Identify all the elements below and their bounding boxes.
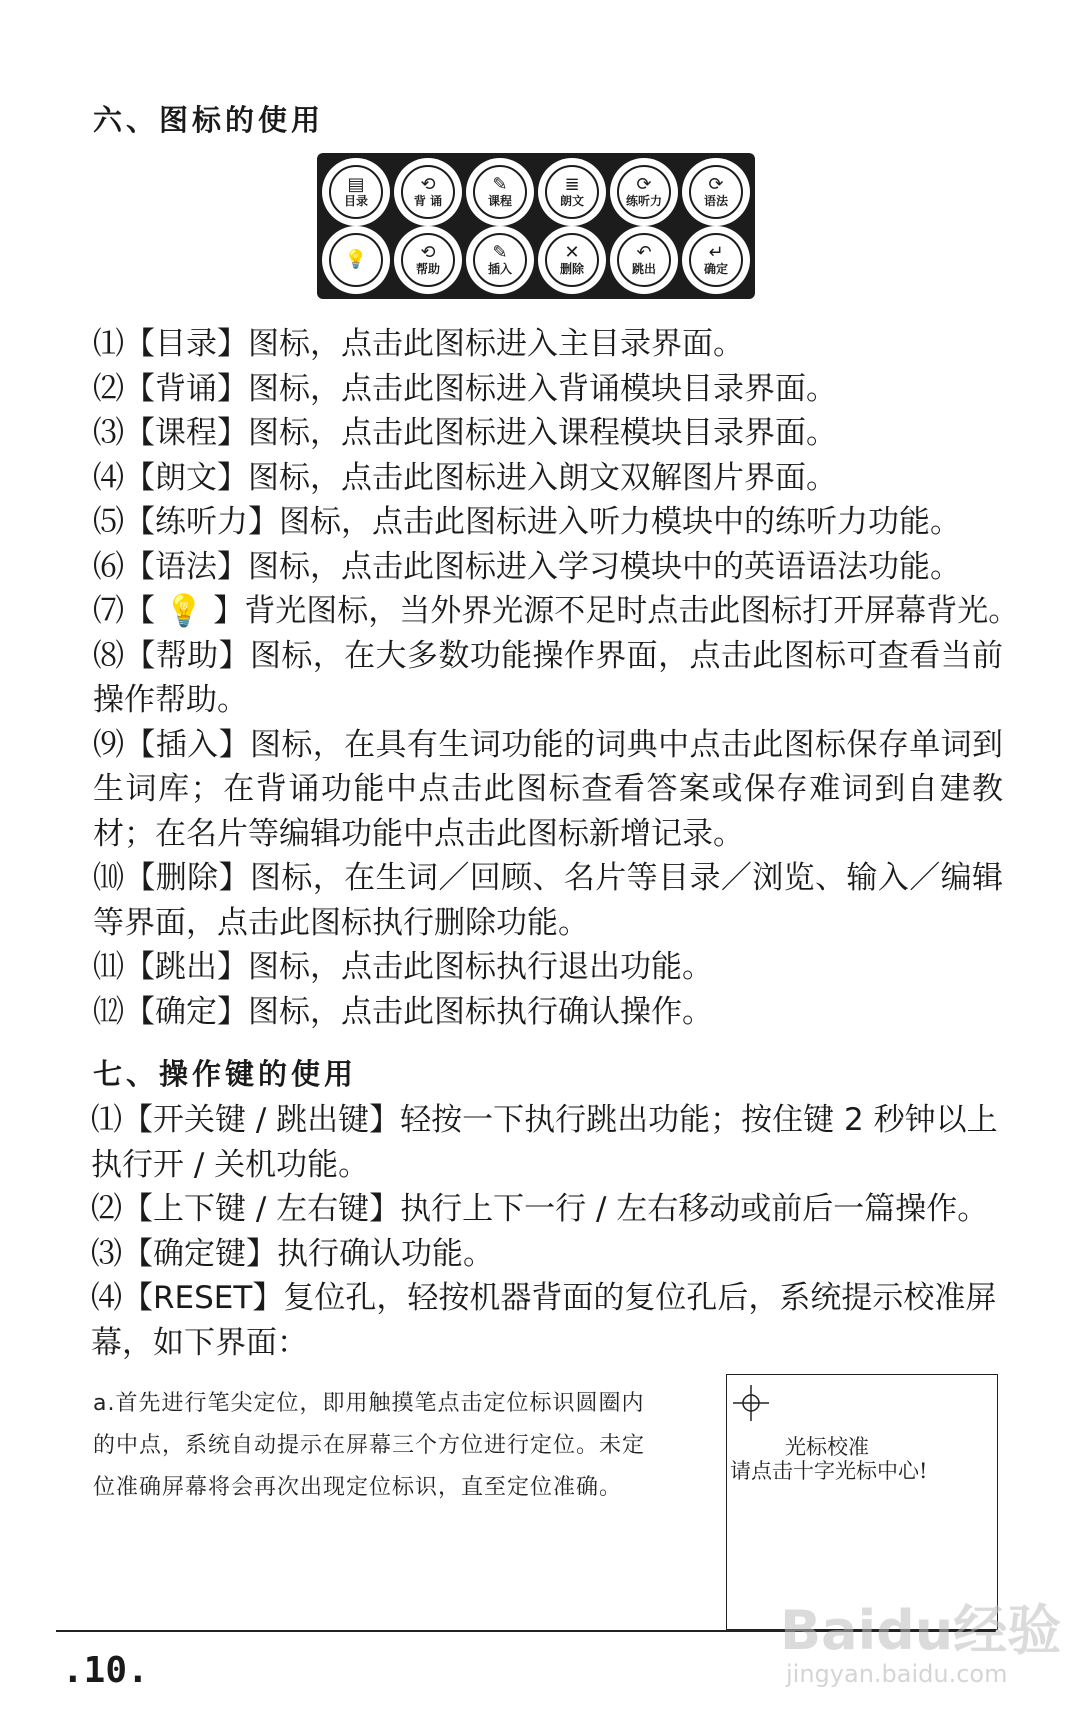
list-item: ⑶【课程】图标，点击此图标进入课程模块目录界面。 bbox=[93, 415, 837, 451]
calibration-title: 光标校准 bbox=[785, 1435, 869, 1459]
book-icon: ✎ bbox=[492, 174, 508, 195]
list-item: ⑾【跳出】图标，点击此图标执行退出功能。 bbox=[93, 949, 713, 985]
exit-icon-button[interactable] bbox=[613, 229, 675, 291]
icon-panel bbox=[317, 153, 755, 299]
grammar-icon: ⟳ bbox=[708, 174, 724, 195]
stack-icon-button[interactable] bbox=[541, 161, 603, 223]
list-item: ⑶【确定键】执行确认功能。 bbox=[91, 1235, 494, 1272]
list-item: ⑸【练听力】图标，点击此图标进入听力模块中的练听力功能。 bbox=[93, 504, 961, 540]
listening-icon-button[interactable] bbox=[613, 161, 675, 223]
list-item: ⑷【朗文】图标，点击此图标进入朗文双解图片界面。 bbox=[93, 459, 837, 496]
listening-icon: ⟳ bbox=[636, 174, 652, 195]
stack-icon: ≣ bbox=[564, 174, 580, 195]
icon-label: 跳出 bbox=[631, 262, 656, 276]
icon-label: 背 诵 bbox=[413, 194, 443, 208]
icon-label: 确定 bbox=[703, 262, 728, 276]
enter-icon-button[interactable] bbox=[685, 229, 747, 291]
calibration-note: a.首先进行笔尖定位，即用触摸笔点击定位标识圆圈内的中点，系统自动提示在屏幕三个方位进行定位。未定位准确屏幕将会再次出现定位标识，直至定位准确。 bbox=[93, 1391, 646, 1500]
icon-label: 朗文 bbox=[559, 194, 584, 208]
watermark-logo: Baidu经验 bbox=[780, 1599, 1062, 1662]
insert-icon-button[interactable] bbox=[469, 229, 531, 291]
icon-label: 课程 bbox=[487, 194, 512, 208]
grammar-icon-button[interactable] bbox=[685, 161, 747, 223]
help-icon-button[interactable] bbox=[397, 229, 459, 291]
icon-label: 目录 bbox=[343, 194, 368, 208]
insert-icon: ✎ bbox=[492, 242, 508, 263]
book-icon-button[interactable] bbox=[469, 161, 531, 223]
list-item: ⑴【目录】图标，点击此图标进入主目录界面。 bbox=[93, 326, 744, 362]
exit-icon: ↶ bbox=[636, 242, 652, 263]
recite-icon: ⟲ bbox=[420, 174, 436, 195]
list-item: ⑼【插入】图标，在具有生词功能的词典中点击此图标保存单词到生词库；在背诵功能中点击此图标查看答案或保存难词到自建教材；在名片等编辑功能中点击此图标新增记录。 bbox=[93, 726, 1003, 852]
icon-label: 语法 bbox=[703, 194, 728, 208]
list-item: ⑵【上下键 / 左右键】执行上下一行 / 左右移动或前后一篇操作。 bbox=[91, 1191, 989, 1227]
help-icon: ⟲ bbox=[420, 242, 436, 263]
icon-label: 帮助 bbox=[415, 262, 440, 276]
enter-icon: ↵ bbox=[708, 242, 724, 263]
list-item: ⑺【 💡 】背光图标，当外界光源不足时点击此图标打开屏幕背光。 bbox=[93, 593, 1020, 629]
crosshair-icon[interactable] bbox=[733, 1385, 769, 1421]
watermark-url: jingyan.baidu.com bbox=[786, 1660, 1008, 1688]
list-item: ⑻【帮助】图标，在大多数功能操作界面，点击此图标可查看当前操作帮助。 bbox=[93, 637, 1003, 718]
section-6-heading: 六、图标的使用 bbox=[93, 103, 325, 137]
section-7-heading: 七、操作键的使用 bbox=[93, 1057, 358, 1091]
key-description-list bbox=[91, 1098, 1003, 1365]
list-item: ⑷【RESET】复位孔，轻按机器背面的复位孔后，系统提示校准屏幕，如下界面： bbox=[91, 1280, 997, 1361]
list-item: ⑵【背诵】图标，点击此图标进入背诵模块目录界面。 bbox=[93, 370, 837, 407]
icon-label: 插入 bbox=[487, 262, 512, 276]
bulb-icon-button[interactable] bbox=[325, 229, 387, 291]
calibration-instruction: 请点击十字光标中心! bbox=[730, 1459, 928, 1483]
list-item: ⑽【删除】图标，在生词／回顾、名片等目录／浏览、输入／编辑等界面，点击此图标执行删除功能。 bbox=[93, 860, 1003, 941]
list-item: ⑴【开关键 / 跳出键】轻按一下执行跳出功能；按住键 2 秒钟以上执行开 / 关机功能。 bbox=[91, 1102, 998, 1183]
list-icon-button[interactable] bbox=[325, 161, 387, 223]
list-item: ⑹【语法】图标，点击此图标进入学习模块中的英语语法功能。 bbox=[93, 548, 961, 585]
delete-icon: ✕ bbox=[564, 242, 580, 263]
list-icon: ▤ bbox=[347, 174, 365, 195]
bulb-icon: 💡 bbox=[344, 249, 368, 270]
icon-label: 练听力 bbox=[625, 194, 662, 208]
icon-description-list bbox=[93, 322, 1020, 1034]
delete-icon-button[interactable] bbox=[541, 229, 603, 291]
icon-label: 删除 bbox=[559, 262, 584, 276]
list-item: ⑿【确定】图标，点击此图标执行确认操作。 bbox=[93, 993, 713, 1030]
recite-icon-button[interactable] bbox=[397, 161, 459, 223]
page-number: .10. bbox=[62, 1650, 149, 1691]
